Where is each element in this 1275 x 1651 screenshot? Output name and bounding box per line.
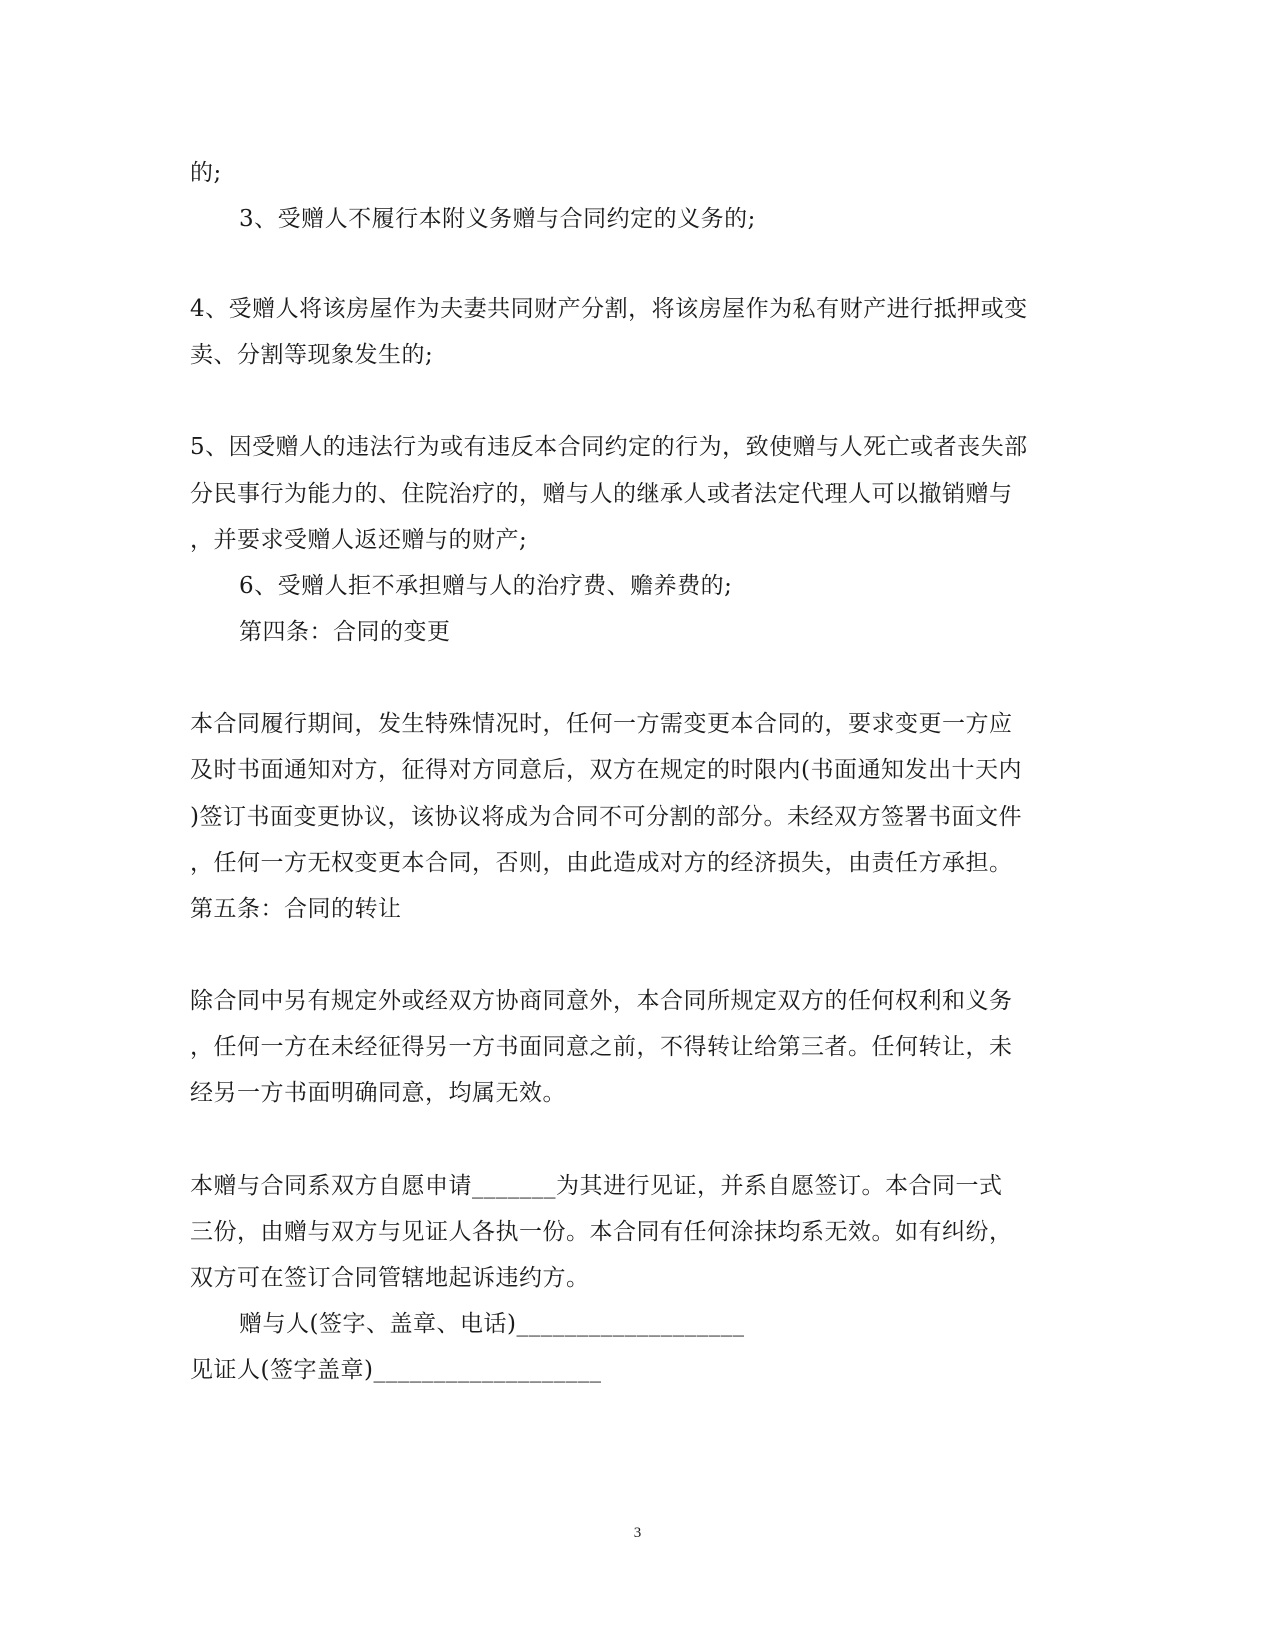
text-line: 3、受赠人不履行本附义务赠与合同约定的义务的; xyxy=(239,206,756,232)
signature-line-witness: 见证人(签字盖章)___________________ xyxy=(190,1357,602,1383)
text-line: 本合同履行期间，发生特殊情况时，任何一方需变更本合同的，要求变更一方应 xyxy=(190,711,1013,737)
text-line: ，并要求受赠人返还赠与的财产; xyxy=(190,527,528,553)
text-line: 除合同中另有规定外或经双方协商同意外，本合同所规定双方的任何权利和义务 xyxy=(190,988,1013,1014)
text-line: 及时书面通知对方，征得对方同意后，双方在规定的时限内(书面通知发出十天内 xyxy=(190,757,1022,783)
text-line: 经另一方书面明确同意，均属无效。 xyxy=(190,1080,566,1106)
text-line: 三份，由赠与双方与见证人各执一份。本合同有任何涂抹均系无效。如有纠纷， xyxy=(190,1219,1013,1245)
text-line: 分民事行为能力的、住院治疗的，赠与人的继承人或者法定代理人可以撤销赠与 xyxy=(190,481,1013,507)
text-line: )签订书面变更协议，该协议将成为合同不可分割的部分。未经双方签署书面文件 xyxy=(190,804,1022,830)
text-line: 4、受赠人将该房屋作为夫妻共同财产分割，将该房屋作为私有财产进行抵押或变 xyxy=(190,296,1028,322)
text-line: ，任何一方在未经征得另一方书面同意之前，不得转让给第三者。任何转让，未 xyxy=(190,1034,1013,1060)
section-heading: 第五条：合同的转让 xyxy=(190,896,402,922)
text-line: 6、受赠人拒不承担赠与人的治疗费、赡养费的; xyxy=(239,573,733,599)
text-line: 双方可在签订合同管辖地起诉违约方。 xyxy=(190,1265,590,1291)
text-line: 5、因受赠人的违法行为或有违反本合同约定的行为，致使赠与人死亡或者丧失部 xyxy=(190,434,1028,460)
text-line: 本赠与合同系双方自愿申请_______为其进行见证，并系自愿签订。本合同一式 xyxy=(190,1173,1003,1199)
text-line: 的; xyxy=(190,160,222,186)
text-line: ，任何一方无权变更本合同，否则，由此造成对方的经济损失，由责任方承担。 xyxy=(190,850,1013,876)
signature-line-donor: 赠与人(签字、盖章、电话)___________________ xyxy=(239,1311,745,1337)
section-heading: 第四条：合同的变更 xyxy=(239,619,451,645)
text-line: 卖、分割等现象发生的; xyxy=(190,342,434,368)
page-number: 3 xyxy=(633,1525,642,1541)
